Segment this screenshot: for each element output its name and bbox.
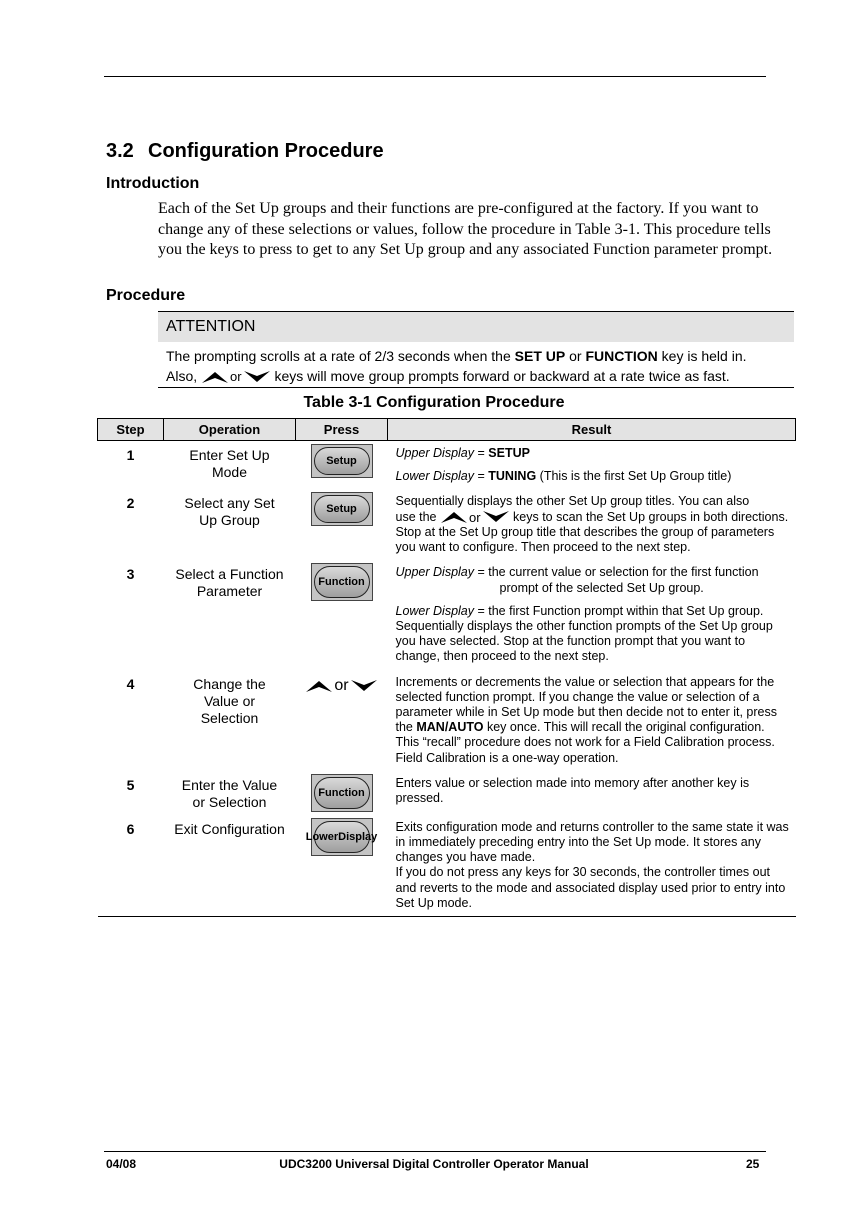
footer-rule [104, 1151, 766, 1152]
press-cell [296, 489, 388, 560]
key-label-line: Lower [305, 830, 339, 843]
lower-display-text: = the first Function prompt within that Set Up group. Sequentially displays the other function prompts of the Set Up group you have selected. Stop at the function prompt that you want to change, then proceed to the next step. [395, 603, 773, 664]
page-number: 25 [746, 1157, 760, 1171]
operation-text: Select any Set Up Group [184, 495, 275, 529]
result-cell [388, 489, 796, 560]
lower-display-note: (This is the first Set Up Group title) [536, 469, 732, 484]
step-number: 4 [126, 675, 135, 692]
lower-display-key-label [305, 821, 378, 853]
or-text: or [468, 509, 481, 525]
section-number: 3.2 [106, 140, 134, 162]
arrow-keys [440, 510, 510, 525]
table-header-row [98, 419, 796, 441]
result-text [396, 510, 790, 556]
result-text [396, 675, 790, 766]
setup-key-label: Setup [314, 495, 370, 523]
press-cell [296, 670, 388, 771]
result-text: Enters value or selection made into memory after another key is pressed. [395, 775, 750, 805]
operation-text: Exit Configuration [174, 820, 285, 837]
footer-title: UDC3200 Universal Digital Controller Operator Manual [279, 1157, 589, 1171]
man-auto-key-ref: MAN/AUTO [416, 720, 484, 735]
table-row [98, 815, 796, 917]
operation-text: Enter the Value or Selection [181, 776, 278, 810]
attention-rule [158, 387, 794, 388]
function-key-label: Function [314, 777, 370, 809]
down-arrow-icon [482, 510, 510, 524]
result-text: If you do not press any keys for 30 seconds, the controller times out and reverts to the mode and associated display used prior to entry into Set Up mode. [395, 865, 786, 910]
introduction-text: Each of the Set Up groups and their functions are pre-configured at the factory. If you want to change any of these selections or values, follow the procedure in Table 3-1. This procedure tells you the keys to press to get to any Set Up group and any associated Function parameter prompt. [158, 200, 773, 258]
or-text: or [230, 369, 242, 385]
press-cell [296, 560, 388, 669]
step-number: 2 [126, 495, 135, 512]
operation-text: Change the Value or Selection [193, 675, 266, 726]
down-arrow-icon [243, 370, 271, 384]
footer-date: 04/08 [106, 1157, 137, 1171]
result-text-part: Increments or decrements the value or selection that appears for the selected function prompt. If you change the value or selection of a parameter while in Set Up mode but then decide not to enter it, press the [395, 674, 777, 735]
section-title: Configuration Procedure [148, 140, 384, 162]
setup-key[interactable] [311, 444, 373, 478]
operation-cell [164, 771, 296, 815]
step-number: 1 [126, 447, 135, 463]
function-key[interactable] [311, 563, 373, 601]
result-cell [388, 441, 796, 490]
result-upper [396, 565, 790, 595]
down-arrow-icon[interactable] [350, 679, 378, 693]
result-lower [396, 604, 790, 665]
table-row [98, 560, 796, 669]
step-number: 6 [98, 815, 164, 917]
lower-display-label: Lower Display [395, 469, 475, 484]
step-number: 3 [126, 566, 135, 583]
operation-cell [164, 560, 296, 669]
upper-display-label: Upper Display [395, 565, 475, 580]
attention-title: ATTENTION [166, 318, 256, 335]
operation-cell [164, 815, 296, 917]
operation-text: Select a Function Parameter [175, 566, 284, 600]
arrow-keys [201, 367, 271, 387]
upper-display-label: Upper Display [395, 446, 475, 460]
function-key-label: Function [314, 566, 370, 598]
attention-line-2 [166, 366, 786, 387]
press-cell [296, 441, 388, 490]
attention-text: The prompting scrolls at a rate of 2/3 seconds when the [166, 348, 515, 364]
setup-key[interactable] [311, 492, 373, 526]
equals-text: = [474, 469, 489, 484]
up-arrow-icon[interactable] [305, 679, 333, 693]
attention-text: Also, [166, 368, 202, 384]
result-lower [396, 469, 790, 484]
table-caption: Table 3-1 Configuration Procedure [303, 394, 565, 411]
setup-key-label: Setup [314, 447, 370, 475]
procedure-heading: Procedure [106, 287, 186, 304]
press-cell [296, 771, 388, 815]
up-arrow-icon [440, 510, 468, 524]
upper-display-text: = the current value or selection for the first function [474, 565, 759, 580]
attention-band [158, 311, 794, 342]
header-rule [104, 76, 766, 77]
operation-cell [164, 489, 296, 560]
result-cell [388, 771, 796, 815]
header-operation: Operation [164, 419, 296, 441]
result-text: Exits configuration mode and returns controller to the same state it was in immediately preceding entry into the Set Up mode. It stores any changes you have made. [395, 819, 789, 865]
lower-display-value: TUNING [488, 469, 537, 484]
arrow-keys[interactable] [305, 677, 377, 695]
result-text-part: use the [395, 509, 440, 524]
introduction-heading: Introduction [106, 175, 200, 192]
table-row [98, 489, 796, 560]
result-text: Sequentially displays the other Set Up group titles. You can also [395, 494, 750, 509]
upper-display-text: prompt of the selected Set Up group. [499, 580, 704, 595]
result-cell [388, 560, 796, 669]
upper-display-value: SETUP [488, 446, 530, 460]
press-cell [296, 815, 388, 917]
attention-text: or [565, 348, 586, 364]
function-key-ref: FUNCTION [585, 348, 658, 364]
lower-display-label: Lower Display [395, 603, 475, 618]
operation-cell [164, 441, 296, 490]
key-label-line: Display [338, 830, 378, 843]
attention-text: keys will move group prompts forward or backward at a rate twice as fast. [270, 368, 730, 384]
table-row [98, 670, 796, 771]
operation-cell [164, 670, 296, 771]
table-row [98, 441, 796, 490]
operation-text: Enter Set Up Mode [189, 447, 270, 480]
attention-text: key is held in. [657, 348, 747, 364]
attention-line-1 [166, 346, 786, 366]
step-number: 5 [126, 776, 135, 793]
lower-display-key[interactable] [305, 818, 378, 856]
setup-key-ref: SET UP [514, 348, 566, 364]
up-arrow-icon [201, 370, 229, 384]
table-row [98, 771, 796, 815]
result-cell [388, 670, 796, 771]
function-key[interactable] [311, 774, 373, 812]
result-text-part: key once. This will recall the original configuration. This “recall” procedure does not work for a Field Calibration process. Field Calibration is a one-way operation. [395, 720, 775, 765]
equals-text: = [474, 446, 489, 460]
attention-body [166, 346, 786, 387]
header-result: Result [388, 419, 796, 441]
result-text-part: keys to scan the Set Up groups in both directions. Stop at the Set Up group title that describes the group of parameters you want to configure. Then proceed to the next step. [395, 509, 789, 555]
result-upper [396, 446, 790, 461]
header-press: Press [296, 419, 388, 441]
configuration-table [97, 418, 796, 917]
result-cell [388, 815, 796, 917]
section-heading [106, 140, 384, 163]
header-step: Step [98, 419, 164, 441]
or-text: or [334, 676, 349, 694]
